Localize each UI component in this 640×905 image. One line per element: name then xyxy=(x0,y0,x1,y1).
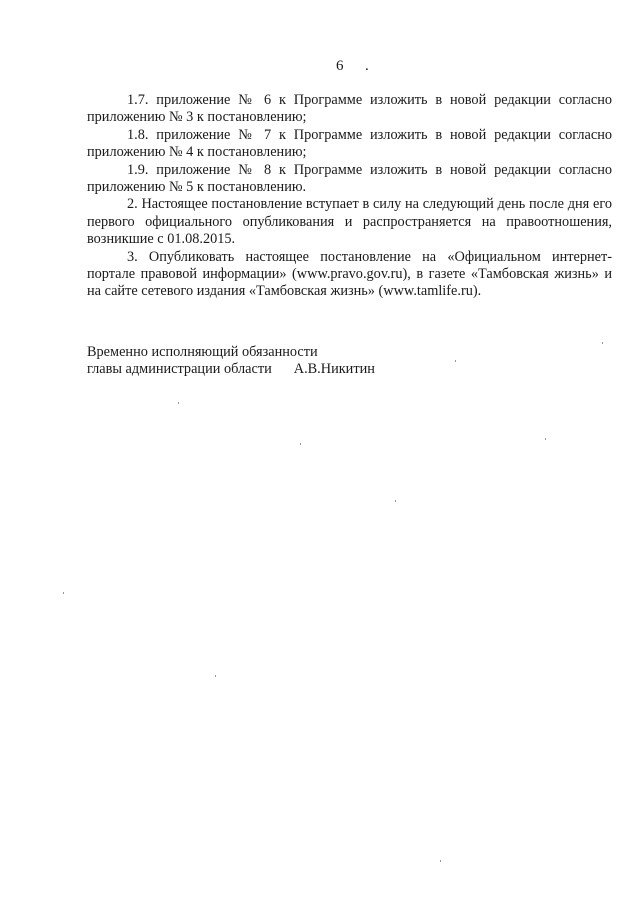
scan-speck xyxy=(215,675,216,677)
scan-speck xyxy=(440,860,441,862)
paragraph-2: 2. Настоящее постановление вступает в силу на следующий день после дня его первого официального опубликования и распространяется на правоотношения, возникшие с 01.08.2015. xyxy=(87,196,612,248)
signature-block xyxy=(87,344,375,379)
signatory-position: главы администрации области xyxy=(87,361,272,378)
paragraph-1-9: 1.9. приложение № 8 к Программе изложить в новой редакции согласно приложению № 5 к постановлению. xyxy=(87,161,612,196)
signatory-name: А.В.Никитин xyxy=(293,361,375,378)
scan-speck xyxy=(300,443,301,445)
signatory-title-line-1: Временно исполняющий обязанности xyxy=(87,344,318,360)
paragraph-3: 3. Опубликовать настоящее постановление на «Официальном интернет-портале правовой информации» (www.pravo.gov.ru), в газете «Тамбовская жизнь» и на сайте сетевого издания «Тамбовская жизнь» (www.tamlife.ru). xyxy=(87,248,612,300)
scan-speck xyxy=(455,360,456,362)
paragraph-1-7: 1.7. приложение № 6 к Программе изложить в новой редакции согласно приложению № 3 к постановлению; xyxy=(87,92,612,126)
scan-speck xyxy=(395,500,396,502)
scan-speck xyxy=(63,592,64,594)
page-number-mark: . xyxy=(365,58,369,74)
page-number: 6 xyxy=(336,58,344,74)
scan-speck xyxy=(545,438,546,440)
scan-speck xyxy=(602,342,603,344)
document-body xyxy=(87,92,612,301)
signatory-title-line-2 xyxy=(87,361,375,378)
paragraph-1-8: 1.8. приложение № 7 к Программе изложить в новой редакции согласно приложению № 4 к постановлению; xyxy=(87,126,612,161)
scan-speck xyxy=(178,402,179,404)
